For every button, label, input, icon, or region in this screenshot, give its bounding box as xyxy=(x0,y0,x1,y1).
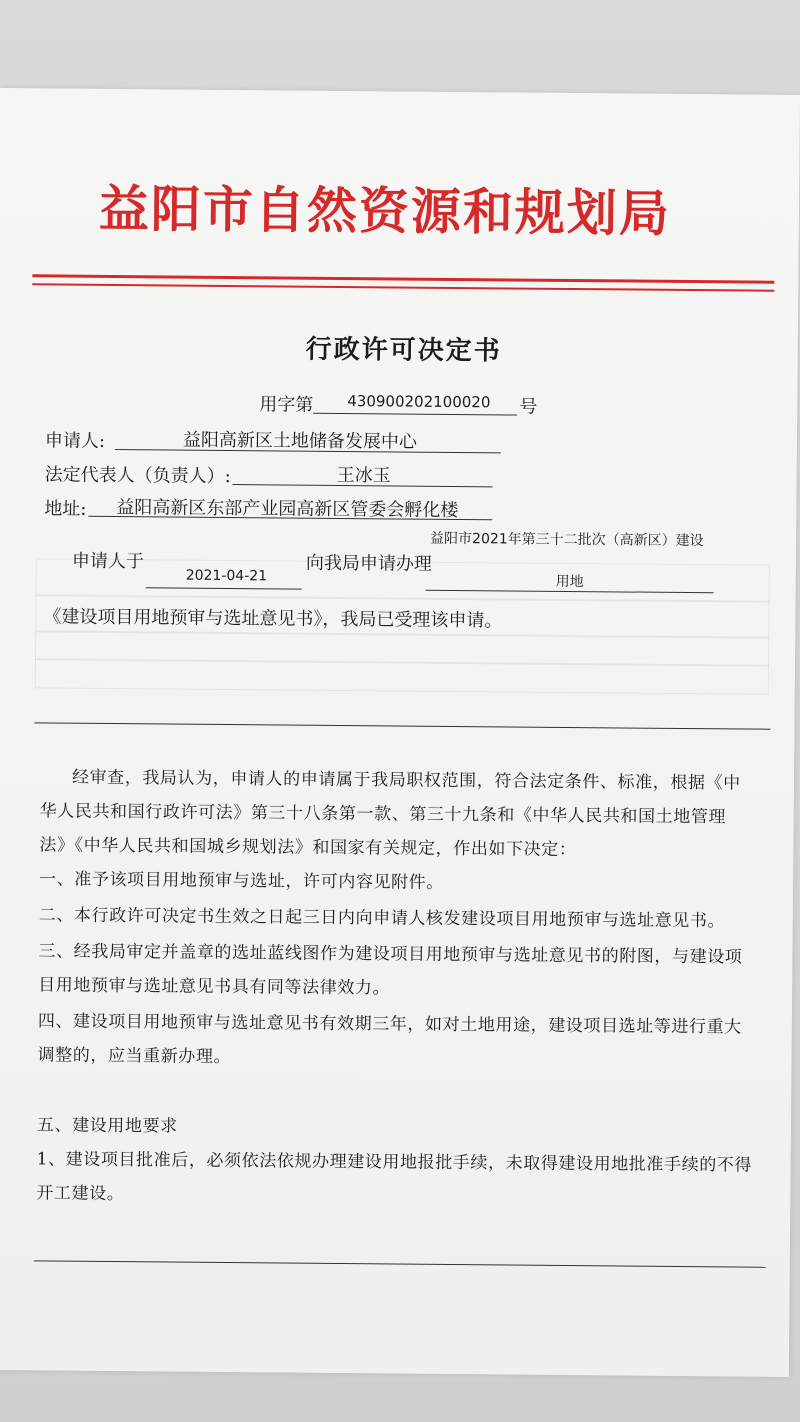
doc-number-value: 430900202100020 xyxy=(347,392,491,412)
application-project-line2: 用地 xyxy=(555,573,584,591)
address-value: 益阳高新区东部产业园高新区管委会孵化楼 xyxy=(116,497,459,522)
application-date: 2021-04-21 xyxy=(185,567,268,585)
header-red-rule-thin xyxy=(32,283,774,291)
decision-item: 目用地预审与选址意见书具有同等法律效力。 xyxy=(38,975,391,999)
agency-name: 益阳市自然资源和规划局 xyxy=(98,179,672,243)
requirement-line: 开工建设。 xyxy=(36,1183,125,1205)
decision-item: 二、本行政许可决定书生效之日起三日内向申请人核发建设项目用地预审与选址意见书。 xyxy=(38,905,726,932)
doc-number-underline xyxy=(313,413,517,416)
document-page xyxy=(0,88,800,1377)
applicant-label: 申请人: xyxy=(44,430,106,452)
applicant-value: 益阳高新区土地储备发展中心 xyxy=(182,429,418,453)
representative-label: 法定代表人（负责人）: xyxy=(44,464,231,488)
application-prefix: 申请人于 xyxy=(71,550,144,573)
decision-line: 华人民共和国行政许可法》第三十八条第一款、第三十九条和《中华人民共和国土地管理 xyxy=(39,801,727,828)
decision-item: 四、建设项目用地预审与选址意见书有效期三年，如对土地用途，建设项目选址等进行重大 xyxy=(37,1011,742,1038)
document-title: 行政许可决定书 xyxy=(305,334,502,367)
decision-item: 调整的，应当重新办理。 xyxy=(37,1045,232,1068)
doc-number-suffix: 号 xyxy=(519,396,538,418)
requirements-heading: 五、建设用地要求 xyxy=(36,1115,178,1137)
application-accepted-text: 《建设项目用地预审与选址意见书》，我局已受理该申请。 xyxy=(43,606,503,632)
application-middle: 向我局申请办理 xyxy=(305,552,432,575)
decision-item: 三、经我局审定并盖章的选址蓝线图作为建设项目用地预审与选址意见书的附图，与建设项 xyxy=(38,941,743,968)
decision-line: 法》《中华人民共和国城乡规划法》和国家有关规定，作出如下决定： xyxy=(39,835,577,861)
address-label: 地址: xyxy=(44,498,87,520)
bottom-divider xyxy=(34,1260,766,1268)
application-project-line1: 益阳市2021年第三十二批次（高新区）建设 xyxy=(430,530,704,550)
requirement-line: 1、建设项目批准后，必须依法依规办理建设用地报批手续，未取得建设用地批准手续的不得 xyxy=(36,1149,753,1176)
section-divider xyxy=(34,722,770,730)
decision-line: 经审查，我局认为，申请人的申请属于我局职权范围，符合法定条件、标准，根据《中 xyxy=(71,767,741,794)
doc-number-prefix: 用字第 xyxy=(259,394,314,416)
representative-value: 王冰玉 xyxy=(336,464,391,487)
header-red-rule-thick xyxy=(32,274,774,283)
decision-item: 一、准予该项目用地预审与选址，许可内容见附件。 xyxy=(39,869,444,893)
